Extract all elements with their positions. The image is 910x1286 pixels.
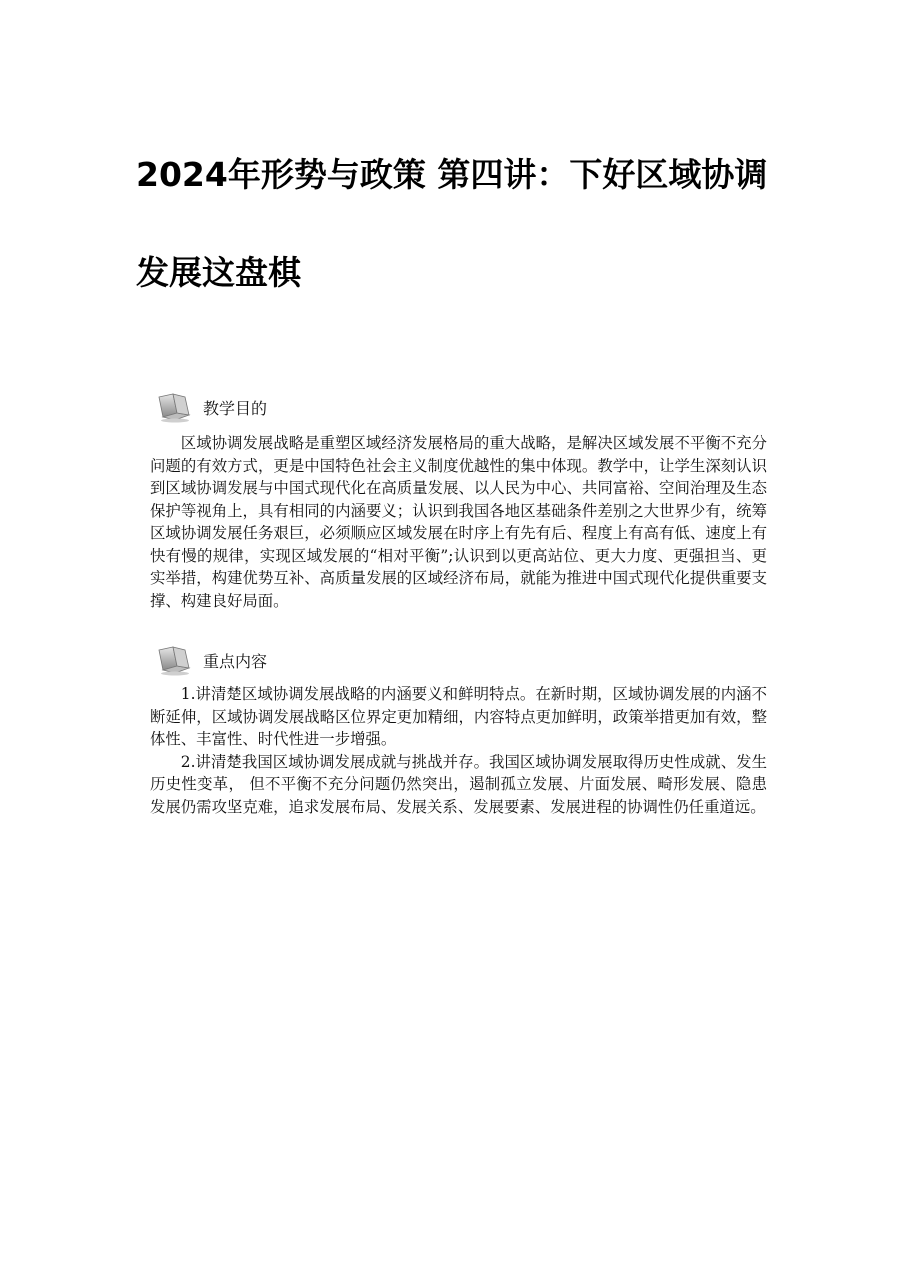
section-heading-label: 教学目的 bbox=[203, 398, 268, 418]
section-heading-key-content bbox=[155, 643, 267, 677]
paragraph: 2.讲清楚我国区域协调发展成就与挑战并存。我国区域协调发展取得历史性成就、发生历史性变革， 但不平衡不充分问题仍然突出，遏制孤立发展、片面发展、畸形发展、隐患发展仍需攻坚克难，追求发展布局、发展关系、发展要素、发展进程的协调性仍任重道远。 bbox=[150, 752, 767, 816]
book-stack-icon bbox=[155, 644, 195, 676]
section-body-teaching-purpose bbox=[150, 432, 767, 612]
section-body-key-content bbox=[150, 683, 767, 818]
section-heading-label: 重点内容 bbox=[203, 651, 268, 671]
book-stack-icon bbox=[155, 391, 195, 423]
document-title: 2024年形势与政策 第四讲：下好区域协调发展这盘棋 bbox=[136, 155, 768, 292]
section-heading-teaching-purpose bbox=[155, 390, 267, 424]
paragraph: 区域协调发展战略是重塑区域经济发展格局的重大战略，是解决区域发展不平衡不充分问题的有效方式，更是中国特色社会主义制度优越性的集中体现。教学中，让学生深刻认识到区域协调发展与中国式现代化在高质量发展、以人民为中心、共同富裕、空间治理及生态保护等视角上，具有相同的内涵要义；认识到我国各地区基础条件差别之大世界少有，统筹区域协调发展任务艰巨，必须顺应区域发展在时序上有先有后、程度上有高有低、速度上有快有慢的规律，实现区域发展的“相对平衡”;认识到以更高站位、更大力度、更强担当、更实举措，构建优势互补、高质量发展的区域经济布局，就能为推进中国式现代化提供重要支撑、构建良好局面。 bbox=[150, 434, 767, 610]
paragraph: 1.讲清楚区域协调发展战略的内涵要义和鲜明特点。在新时期，区域协调发展的内涵不断延伸，区域协调发展战略区位界定更加精细，内容特点更加鲜明，政策举措更加有效，整体性、丰富性、时代性进一步增强。 bbox=[150, 685, 767, 748]
